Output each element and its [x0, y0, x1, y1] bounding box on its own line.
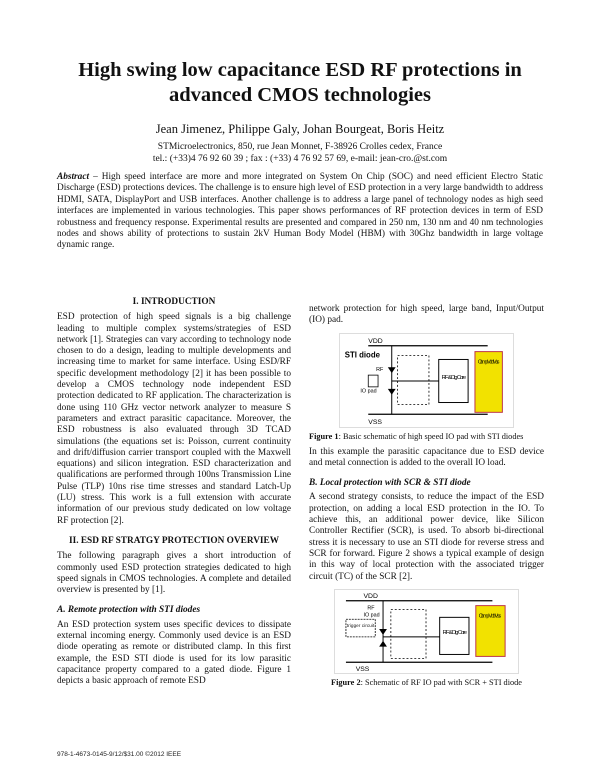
- fig2-clamp-label: Clamp Vdd Vss: [478, 613, 502, 620]
- figure-2-label: Figure 2: [331, 677, 361, 687]
- right-column-paragraph-2: In this example the parasitic capacitance due to ESD device and metal connection is added to the overall IO load.: [309, 446, 544, 468]
- right-column-paragraph-1: network protection for high speed, large band, Input/Output (IO) pad.: [309, 304, 544, 326]
- title-line-1: High swing low capacitance ESD RF protections in: [78, 59, 522, 81]
- figure-1-caption-text: : Basic schematic of high speed IO pad with STI diodes: [338, 431, 524, 441]
- fig2-rf-label: RF: [367, 605, 375, 612]
- title-line-2: advanced CMOS technologies: [169, 84, 431, 106]
- section-1-paragraph: ESD protection of high speed signals is a big challenge leading to multiple complex systems/strategies of ESD network [1]. Strategies can vary according to technology node chosen to do a design, leading to multiple developments and increasing time to market for same interface. Using ESD/RF specific development methodology [2] it has been possible to develop a CMOS technology node independent ESD protection dedicated to RF application. The characterization is done using 110 GHz vector network analyzer to measure S parameters and extract parasitic capacitance. Moreover, the ESD robustness is also evaluated through 3D TCAD simulations (the equations set is: Poisson, current continuity and drift/diffusion carrier transport coupled with the Maxwell equations) and silicon integration. ESD characterization and qualifications are performed through 100ns Transmission Line Pulse (TLP) 10ns rise time stresses and standard Latch-Up (LU) stress. This work is a full extension with accurate information of our previous study dedicated on low voltage RF protection [2].: [57, 312, 291, 526]
- affiliation: STMicroelectronics, 850, rue Jean Monnet, F-38926 Crolles cedex, France: [157, 142, 443, 152]
- fig1-core-label: RF & Dig Core: [441, 374, 467, 381]
- figure-1-label: Figure 1: [309, 431, 339, 441]
- fig2-trigger-label: trigger circuit: [346, 622, 375, 628]
- authors: Jean Jimenez, Philippe Galy, Johan Bourgeat, Boris Heitz: [155, 122, 445, 136]
- figure-2-schematic: [334, 589, 519, 674]
- abstract: [57, 172, 543, 252]
- affiliation-block: [40, 141, 560, 165]
- abstract-text: – High speed interface are more and more integrated on System On Chip (SOC) and need efficient Electro Static Discharge (ESD) protections devices. The challenge is to ensure high level of ESD protection in a very large bandwidth to address HDMI, SATA, DisplayPort and USB interfaces. Another challenge is to address a large panel of technology nodes as high seed interfaces are implemented in various technologies. This paper shows performances of RF protection devices in term of ESD robustness and frequency response. Experimental results are presented and compared in 250 nm, 130 nm and 40 nm technologies nodes and shows ability of protections to sustain 2kV Human Body Model (HBM) with 30Ghz bandwidth in large voltage dynamic range.: [57, 172, 543, 251]
- section-2-paragraph: The following paragraph gives a short introduction of commonly used ESD protection strategies dedicated to high speed signals in CMOS technologies. A complete and detailed overview is presented by [1].: [57, 551, 291, 596]
- fig2-vss-label: VSS: [355, 665, 370, 673]
- fig1-diode-bottom-icon: [388, 388, 396, 394]
- abstract-lead: Abstract: [57, 172, 90, 182]
- fig1-vss-label: VSS: [368, 418, 382, 426]
- fig1-vdd-label: VDD: [368, 337, 383, 345]
- fig1-diode-top-icon: [388, 367, 396, 373]
- section-2-title: II. ESD RF STRATGY PROTECTION OVERVIEW: [68, 535, 280, 546]
- fig2-vdd-label: VDD: [363, 592, 378, 600]
- figure-2-caption: [309, 678, 544, 688]
- section-1-title: I. INTRODUCTION: [132, 297, 216, 307]
- figure-1-caption: [309, 432, 544, 442]
- subsection-a-title: A. Remote protection with STI diodes: [57, 605, 201, 616]
- subsection-a-paragraph: An ESD protection system uses specific devices to dissipate external incoming energy. Commonly used device is an ESD diode operating as remote or distributed clamp. In this first example, the ESD STI diode is used for its low parasitic capacitance property compared to a gated diode. Figure 1 depicts a basic approach of remote ESD: [57, 619, 291, 687]
- fig2-diode-icon: [379, 641, 387, 647]
- fig2-iopad-label: IO pad: [363, 612, 380, 619]
- right-column: [309, 304, 544, 688]
- subsection-b-title: B. Local protection with SCR & STI diode: [309, 478, 471, 489]
- fig1-sti-label: STI diode: [344, 350, 380, 360]
- contact-info: tel.: (+33)4 76 92 60 39 ; fax : (+33) 4 76 92 57 69, e-mail: jean-cro.@st.com: [152, 154, 448, 164]
- copyright-footer: 978-1-4673-0145-9/12/$31.00 ©2012 IEEE: [57, 751, 182, 758]
- subsection-b-paragraph: A second strategy consists, to reduce the impact of the ESD protection, on adding a local ESD protection in the IO. To achieve this, an additional power device, like Silicon Controller Rectifier (SCR), is used. To absorb bi-directional stress it is necessary to use an STI diode for reverse stress and SCR for forward. Figure 2 shows a typical example of design in this way of local protection with the associated trigger circuit (TC) of the SCR [2].: [309, 492, 544, 582]
- paper-title: [40, 58, 560, 108]
- figure-1-schematic: [339, 333, 514, 428]
- fig2-scr-icon: [379, 629, 387, 635]
- fig1-iopad-label: IO pad: [360, 388, 377, 395]
- fig2-core-label: RF & Dig Core: [442, 629, 468, 636]
- fig1-clamp-label: Clamp Vdd Vss: [477, 358, 500, 365]
- fig1-rf-label: RF: [376, 366, 384, 373]
- left-column: [57, 297, 291, 688]
- figure-2-caption-text: : Schematic of RF IO pad with SCR + STI diode: [360, 677, 522, 687]
